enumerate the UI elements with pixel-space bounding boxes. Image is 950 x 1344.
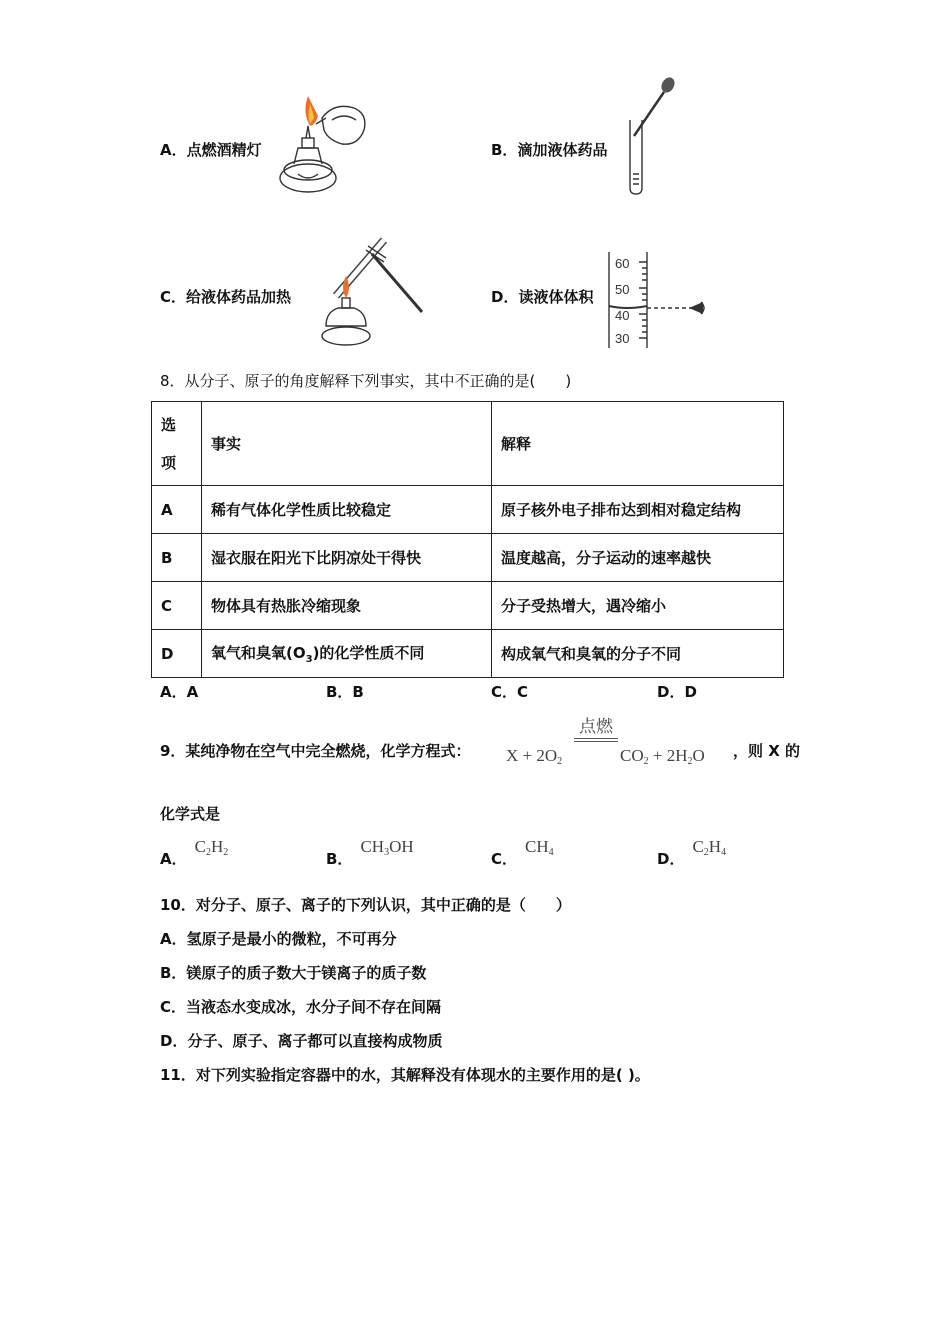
table-header-row — [152, 402, 784, 486]
q11-stem: 11．对下列实验指定容器中的水，其解释没有体现水的主要作用的是( )。 — [160, 1066, 650, 1084]
equation-rhs: $CO_2 + 2H_2O$ — [620, 746, 705, 767]
header-fact: 事实 — [202, 402, 492, 486]
q7-option-b — [491, 139, 607, 160]
row-fact: 氧气和臭氧$(O_3)$的化学性质不同 — [202, 630, 492, 678]
option-text: 滴加液体药品 — [517, 141, 608, 159]
q9-stem: 9．某纯净物在空气中完全燃烧，化学方程式： — [160, 742, 471, 760]
cylinder-tick-label: 30 — [615, 331, 630, 346]
q9-option-a: A．$C_2H_2$ — [160, 837, 229, 868]
q10-option-b: B．镁原子的质子数大于镁离子的质子数 — [160, 964, 427, 982]
option-text: 点燃酒精灯 — [186, 141, 262, 159]
row-explanation: 构成氧气和臭氧的分子不同 — [492, 630, 784, 678]
q7-option-d — [491, 286, 593, 307]
q8-stem: 8．从分子、原子的角度解释下列事实，其中不正确的是( ) — [160, 372, 572, 390]
row-explanation: 温度越高，分子运动的速率越快 — [492, 534, 784, 582]
table-row — [152, 534, 784, 582]
table-row — [152, 582, 784, 630]
q8-answer-d: D．D — [657, 683, 697, 701]
dropper-test-tube-illustration — [622, 76, 682, 198]
q9-option-d: D．$C_2H_4$ — [657, 837, 727, 868]
dropper-bulb-icon — [659, 76, 677, 95]
q10-option-a: A．氢原子是最小的微粒，不可再分 — [160, 930, 397, 948]
q8-table — [151, 401, 784, 678]
table-row — [152, 486, 784, 534]
heating-test-tube-illustration — [306, 232, 430, 352]
row-option: C — [152, 582, 202, 630]
row-explanation: 原子核外电子排布达到相对稳定结构 — [492, 486, 784, 534]
row-explanation: 分子受热增大，遇冷缩小 — [492, 582, 784, 630]
q8-answer-c: C．C — [491, 683, 529, 701]
q9-stem-end: ，则 X 的 — [733, 742, 801, 760]
q7-option-a — [160, 139, 262, 160]
reaction-condition: 点燃 — [574, 712, 618, 742]
header-explanation: 解释 — [492, 402, 784, 486]
cylinder-tick-label: 60 — [615, 256, 630, 271]
q8-answer-a: A．A — [160, 683, 199, 701]
option-letter: A． — [160, 141, 187, 159]
q9-stem-line2: 化学式是 — [160, 805, 221, 823]
option-letter: D． — [491, 288, 519, 306]
q10-stem: 10．对分子、原子、离子的下列认识，其中正确的是（ ） — [160, 896, 571, 914]
cylinder-tick-label: 40 — [615, 308, 630, 323]
row-option: B — [152, 534, 202, 582]
q9-option-c: C．$CH_4$ — [491, 837, 554, 868]
row-fact: 稀有气体化学性质比较稳定 — [202, 486, 492, 534]
alcohol-lamp-lighting-illustration — [272, 90, 372, 200]
equation-lhs: $X + 2O_2$ — [506, 746, 563, 767]
option-text: 读液体体积 — [518, 288, 594, 306]
row-option: A — [152, 486, 202, 534]
graduated-cylinder-illustration — [605, 250, 710, 350]
q10-option-d: D．分子、原子、离子都可以直接构成物质 — [160, 1032, 443, 1050]
q7-option-c — [160, 286, 291, 307]
table-row — [152, 630, 784, 678]
q8-answer-b: B．B — [326, 683, 364, 701]
option-letter: C． — [160, 288, 187, 306]
cylinder-tick-label: 50 — [615, 282, 630, 297]
header-option: 选 项 — [152, 402, 202, 486]
q10-option-c: C．当液态水变成冰，水分子间不存在间隔 — [160, 998, 442, 1016]
eye-icon — [689, 302, 704, 314]
row-fact: 物体具有热胀冷缩现象 — [202, 582, 492, 630]
row-fact: 湿衣服在阳光下比阴凉处干得快 — [202, 534, 492, 582]
q9-option-b: B．$CH_3OH$ — [326, 837, 414, 868]
option-letter: B． — [491, 141, 518, 159]
option-text: 给液体药品加热 — [186, 288, 292, 306]
row-option: D — [152, 630, 202, 678]
